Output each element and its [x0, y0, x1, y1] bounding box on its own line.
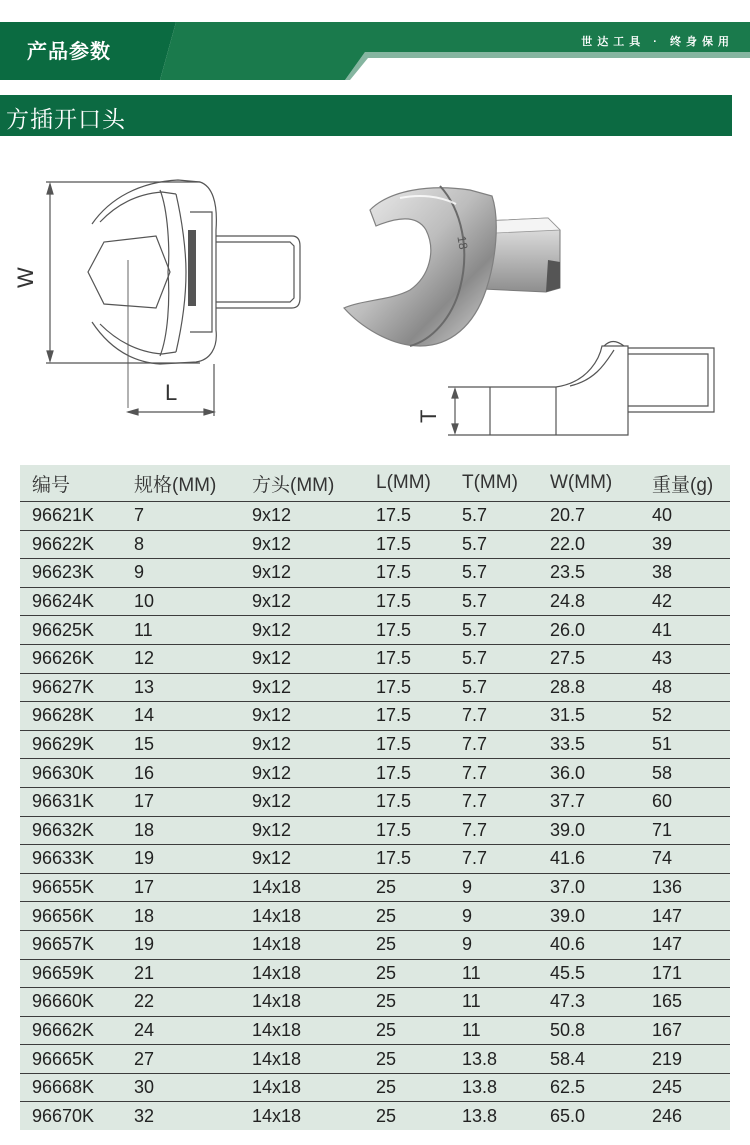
square-drive-cell: 14x18	[240, 930, 364, 959]
thickness-cell: 9	[450, 902, 538, 931]
length-cell: 17.5	[364, 673, 450, 702]
table-row	[20, 787, 730, 816]
table-row	[20, 845, 730, 874]
size-cell: 19	[122, 930, 240, 959]
col-header-thickness: T(MM)	[450, 465, 538, 502]
width-cell: 39.0	[538, 902, 640, 931]
length-cell: 25	[364, 1045, 450, 1074]
weight-cell: 74	[640, 845, 730, 874]
size-cell: 18	[122, 902, 240, 931]
weight-cell: 51	[640, 730, 730, 759]
thickness-cell: 7.7	[450, 730, 538, 759]
part-no-cell: 96655K	[20, 873, 122, 902]
thickness-cell: 13.8	[450, 1045, 538, 1074]
col-header-square-drive: 方头(MM)	[240, 465, 364, 502]
length-cell: 25	[364, 902, 450, 931]
width-cell: 39.0	[538, 816, 640, 845]
table-body	[20, 502, 730, 1131]
size-cell: 10	[122, 587, 240, 616]
thickness-cell: 5.7	[450, 530, 538, 559]
table-row	[20, 1102, 730, 1130]
length-cell: 17.5	[364, 816, 450, 845]
part-no-cell: 96625K	[20, 616, 122, 645]
part-no-cell: 96633K	[20, 845, 122, 874]
size-cell: 21	[122, 959, 240, 988]
width-cell: 58.4	[538, 1045, 640, 1074]
table-row	[20, 988, 730, 1017]
product-photo	[344, 186, 560, 346]
col-header-length: L(MM)	[364, 465, 450, 502]
table-row	[20, 873, 730, 902]
table-row	[20, 759, 730, 788]
weight-cell: 246	[652, 1105, 683, 1126]
size-cell: 27	[122, 1045, 240, 1074]
width-cell: 65.0	[550, 1105, 586, 1126]
table-row	[20, 673, 730, 702]
length-cell: 17.5	[364, 502, 450, 531]
part-no-cell: 96624K	[20, 587, 122, 616]
size-cell: 9	[122, 559, 240, 588]
part-no-cell: 96630K	[20, 759, 122, 788]
width-cell: 45.5	[538, 959, 640, 988]
table-row	[20, 1073, 730, 1102]
table-row	[20, 730, 730, 759]
table-row	[20, 902, 730, 931]
length-cell: 17.5	[364, 530, 450, 559]
length-cell: 25	[364, 930, 450, 959]
label-w: W	[13, 267, 38, 288]
thickness-cell: 9	[450, 930, 538, 959]
table-row	[20, 959, 730, 988]
part-no-cell: 96623K	[20, 559, 122, 588]
weight-cell: 147	[640, 930, 730, 959]
length-cell: 17.5	[364, 845, 450, 874]
square-drive-cell: 9x12	[240, 616, 364, 645]
size-cell: 11	[122, 616, 240, 645]
table-row	[20, 1016, 730, 1045]
square-drive-cell: 9x12	[240, 587, 364, 616]
thickness-cell: 11	[450, 988, 538, 1017]
width-cell: 33.5	[538, 730, 640, 759]
weight-cell: 41	[640, 616, 730, 645]
length-cell: 17.5	[364, 787, 450, 816]
length-cell: 25	[364, 988, 450, 1017]
width-cell: 24.8	[538, 587, 640, 616]
weight-cell: 52	[640, 702, 730, 731]
thickness-cell: 5.7	[450, 559, 538, 588]
width-cell: 31.5	[538, 702, 640, 731]
table-row	[20, 702, 730, 731]
col-header-size: 规格(MM)	[122, 465, 240, 502]
thickness-cell: 11	[450, 959, 538, 988]
col-header-part-no: 编号	[20, 465, 122, 502]
thickness-cell: 9	[450, 873, 538, 902]
size-cell: 17	[122, 873, 240, 902]
part-no-cell: 96668K	[20, 1073, 122, 1102]
weight-cell: 39	[640, 530, 730, 559]
size-cell: 13	[122, 673, 240, 702]
size-cell: 7	[122, 502, 240, 531]
square-drive-cell: 14x18	[240, 959, 364, 988]
thickness-cell: 5.7	[450, 587, 538, 616]
length-cell: 17.5	[364, 702, 450, 731]
square-drive-cell: 14x18	[252, 1105, 302, 1126]
square-drive-cell: 9x12	[240, 502, 364, 531]
thickness-cell: 7.7	[450, 759, 538, 788]
thickness-cell: 7.7	[450, 702, 538, 731]
part-no-cell: 96665K	[20, 1045, 122, 1074]
width-cell: 37.0	[538, 873, 640, 902]
square-drive-cell: 9x12	[240, 702, 364, 731]
table-header-row	[20, 465, 730, 502]
table-row	[20, 559, 730, 588]
length-cell: 25	[364, 1016, 450, 1045]
square-drive-cell: 9x12	[240, 816, 364, 845]
width-cell: 28.8	[538, 673, 640, 702]
table-row	[20, 644, 730, 673]
square-drive-cell: 14x18	[240, 988, 364, 1017]
size-cell: 14	[122, 702, 240, 731]
table-row	[20, 816, 730, 845]
width-cell: 36.0	[538, 759, 640, 788]
weight-cell: 42	[640, 587, 730, 616]
square-drive-cell: 14x18	[240, 902, 364, 931]
length-cell: 17.5	[364, 759, 450, 788]
table-row	[20, 1045, 730, 1074]
col-header-width: W(MM)	[538, 465, 640, 502]
thickness-cell: 7.7	[450, 845, 538, 874]
width-cell: 20.7	[538, 502, 640, 531]
part-no-cell: 96628K	[20, 702, 122, 731]
size-cell: 32	[134, 1105, 155, 1126]
thickness-cell: 5.7	[450, 502, 538, 531]
size-cell: 18	[122, 816, 240, 845]
table-row	[20, 530, 730, 559]
part-no-cell: 96657K	[20, 930, 122, 959]
square-drive-cell: 9x12	[240, 559, 364, 588]
banner-title: 产品参数	[27, 41, 111, 63]
weight-cell: 165	[640, 988, 730, 1017]
length-cell: 17.5	[364, 644, 450, 673]
weight-cell: 245	[640, 1073, 730, 1102]
weight-cell: 60	[640, 787, 730, 816]
part-no-cell: 96659K	[20, 959, 122, 988]
table-row	[20, 587, 730, 616]
size-cell: 15	[122, 730, 240, 759]
square-drive-cell: 9x12	[240, 759, 364, 788]
width-cell: 50.8	[538, 1016, 640, 1045]
size-cell: 30	[122, 1073, 240, 1102]
part-no-cell: 96632K	[20, 816, 122, 845]
size-cell: 17	[122, 787, 240, 816]
weight-cell: 136	[640, 873, 730, 902]
length-cell: 25	[364, 959, 450, 988]
square-drive-cell: 9x12	[240, 530, 364, 559]
thickness-cell: 11	[450, 1016, 538, 1045]
weight-cell: 43	[640, 644, 730, 673]
square-drive-cell: 14x18	[240, 1045, 364, 1074]
width-cell: 47.3	[538, 988, 640, 1017]
thickness-cell: 7.7	[450, 787, 538, 816]
part-no-cell: 96622K	[20, 530, 122, 559]
part-no-cell: 96660K	[20, 988, 122, 1017]
label-t: T	[416, 409, 441, 423]
head-size-marking: 18	[454, 234, 471, 251]
header-banner	[0, 22, 750, 80]
thickness-cell: 5.7	[450, 673, 538, 702]
length-cell: 25	[376, 1105, 397, 1126]
thickness-cell: 13.8	[462, 1105, 498, 1126]
col-header-weight: 重量(g)	[640, 465, 730, 502]
weight-cell: 147	[640, 902, 730, 931]
length-cell: 17.5	[364, 559, 450, 588]
square-drive-cell: 14x18	[240, 1073, 364, 1102]
table-row	[20, 930, 730, 959]
square-drive-cell: 9x12	[240, 845, 364, 874]
brand-slogan: 世达工具 · 终身保用	[581, 36, 734, 48]
size-cell: 16	[122, 759, 240, 788]
width-cell: 41.6	[538, 845, 640, 874]
thickness-cell: 13.8	[450, 1073, 538, 1102]
square-drive-cell: 9x12	[240, 673, 364, 702]
banner-background	[0, 22, 750, 80]
square-drive-cell: 14x18	[240, 873, 364, 902]
part-no-cell: 96626K	[20, 644, 122, 673]
square-drive-cell: 9x12	[240, 787, 364, 816]
length-cell: 25	[364, 1073, 450, 1102]
width-cell: 23.5	[538, 559, 640, 588]
size-cell: 12	[122, 644, 240, 673]
part-no-cell: 96662K	[20, 1016, 122, 1045]
weight-cell: 219	[640, 1045, 730, 1074]
table-row	[20, 502, 730, 531]
length-cell: 17.5	[364, 587, 450, 616]
width-cell: 40.6	[538, 930, 640, 959]
size-cell: 19	[122, 845, 240, 874]
weight-cell: 48	[640, 673, 730, 702]
side-view-outline	[448, 342, 714, 436]
product-drawing	[0, 150, 750, 450]
size-cell: 24	[122, 1016, 240, 1045]
width-cell: 26.0	[538, 616, 640, 645]
section-title: 方插开口头	[6, 106, 126, 132]
thickness-cell: 5.7	[450, 644, 538, 673]
thickness-cell: 5.7	[450, 616, 538, 645]
square-drive-cell: 9x12	[240, 730, 364, 759]
weight-cell: 167	[640, 1016, 730, 1045]
width-cell: 27.5	[538, 644, 640, 673]
square-drive-cell: 9x12	[240, 644, 364, 673]
weight-cell: 38	[640, 559, 730, 588]
part-no-cell: 96656K	[20, 902, 122, 931]
section-header	[0, 95, 732, 136]
width-cell: 22.0	[538, 530, 640, 559]
weight-cell: 58	[640, 759, 730, 788]
size-cell: 22	[122, 988, 240, 1017]
length-cell: 17.5	[364, 616, 450, 645]
size-cell: 8	[122, 530, 240, 559]
thickness-cell: 7.7	[450, 816, 538, 845]
table-row	[20, 616, 730, 645]
width-cell: 37.7	[538, 787, 640, 816]
spec-table	[20, 465, 730, 1130]
length-cell: 17.5	[364, 730, 450, 759]
length-cell: 25	[364, 873, 450, 902]
part-no-cell: 96621K	[20, 502, 122, 531]
part-no-cell: 96627K	[20, 673, 122, 702]
part-no-cell: 96631K	[20, 787, 122, 816]
square-drive-cell: 14x18	[240, 1016, 364, 1045]
part-no-cell: 96629K	[20, 730, 122, 759]
label-l: L	[165, 380, 178, 405]
part-no-cell: 96670K	[32, 1105, 95, 1126]
weight-cell: 71	[640, 816, 730, 845]
wrench-head-diagram	[0, 150, 750, 450]
weight-cell: 171	[640, 959, 730, 988]
weight-cell: 40	[640, 502, 730, 531]
width-cell: 62.5	[538, 1073, 640, 1102]
